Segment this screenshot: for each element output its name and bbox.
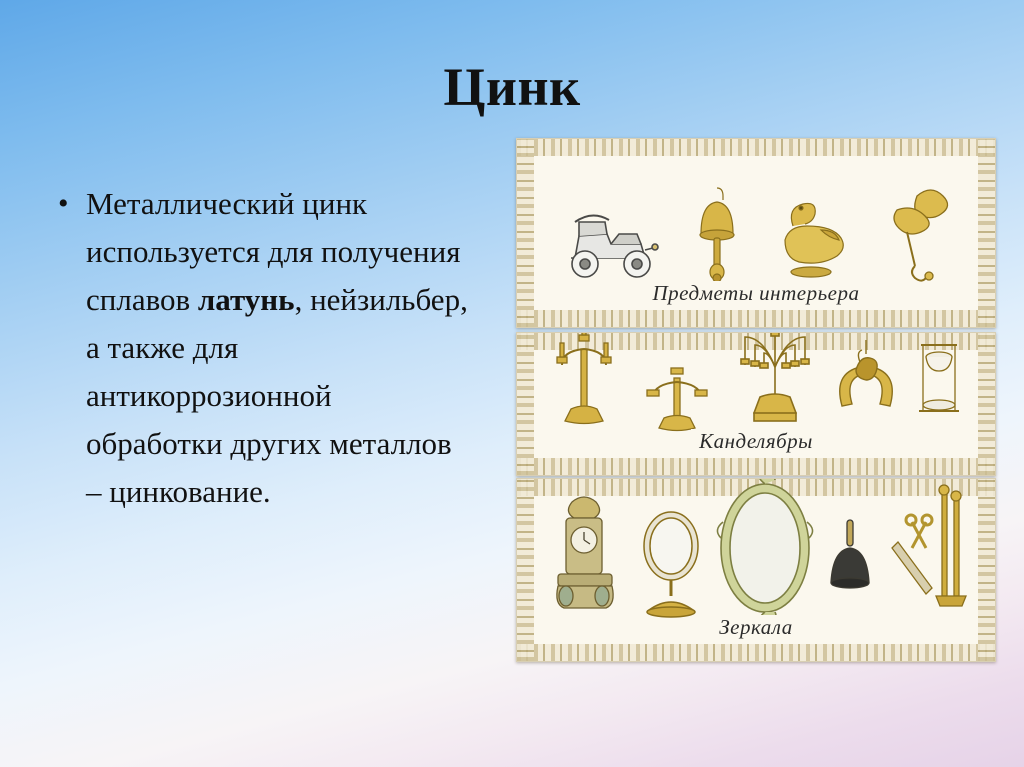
ornament-border-right [978,479,995,661]
brass-bell-icon [685,178,749,288]
mantel-clock-icon [542,492,628,622]
bullet-text [86,180,472,516]
porcelain-stand-icon [911,332,967,436]
bullet-text-part-2: , нейзильбер, а также для антикоррозионной обработки других металлов – цинкование. [86,282,468,509]
fireplace-tool-set-icon [884,482,970,622]
ornament-border-bottom [517,644,995,661]
body-text-block [52,180,472,516]
object-row [534,350,978,436]
object-row [534,496,978,622]
page-title: Цинк [443,57,581,117]
picture-panel-inner [534,156,978,310]
wall-bracket-ornament-icon [877,180,963,288]
picture-panel-mirrors [516,478,996,662]
antique-car-model-icon [549,196,667,288]
picture-panel-interior-items [516,138,996,328]
hand-bell-icon [821,512,879,622]
ornament-border-right [978,139,995,327]
bullet-text-part-1: Металлический цинк используется для получения сплавов [86,186,461,317]
object-row [534,156,978,288]
ornament-border-bottom [517,310,995,327]
illustration-group [516,138,994,721]
swan-bowl-icon [767,196,859,288]
ornament-border-right [978,333,995,475]
panel-caption: Зеркала [534,615,978,640]
two-arm-candlestick-icon [634,356,720,436]
ornament-border-left [517,139,534,327]
horse-horseshoe-ornament-icon [830,336,902,436]
picture-panel-candelabra [516,332,996,476]
menorah-icon [730,332,820,436]
three-arm-candelabrum-icon [545,332,625,436]
ornament-border-top [517,139,995,156]
panel-caption: Канделябры [534,429,978,454]
list-item [52,180,472,516]
ornament-border-bottom [517,458,995,475]
bullet-marker: • [58,187,69,220]
bullet-text-bold: латунь [197,282,295,317]
oval-framed-mirror-icon [713,478,817,622]
ornament-border-left [517,479,534,661]
table-mirror-icon [633,502,709,622]
ornament-border-left [517,333,534,475]
picture-panel-inner [534,496,978,644]
panel-caption: Предметы интерьера [534,281,978,306]
picture-panel-inner [534,350,978,458]
